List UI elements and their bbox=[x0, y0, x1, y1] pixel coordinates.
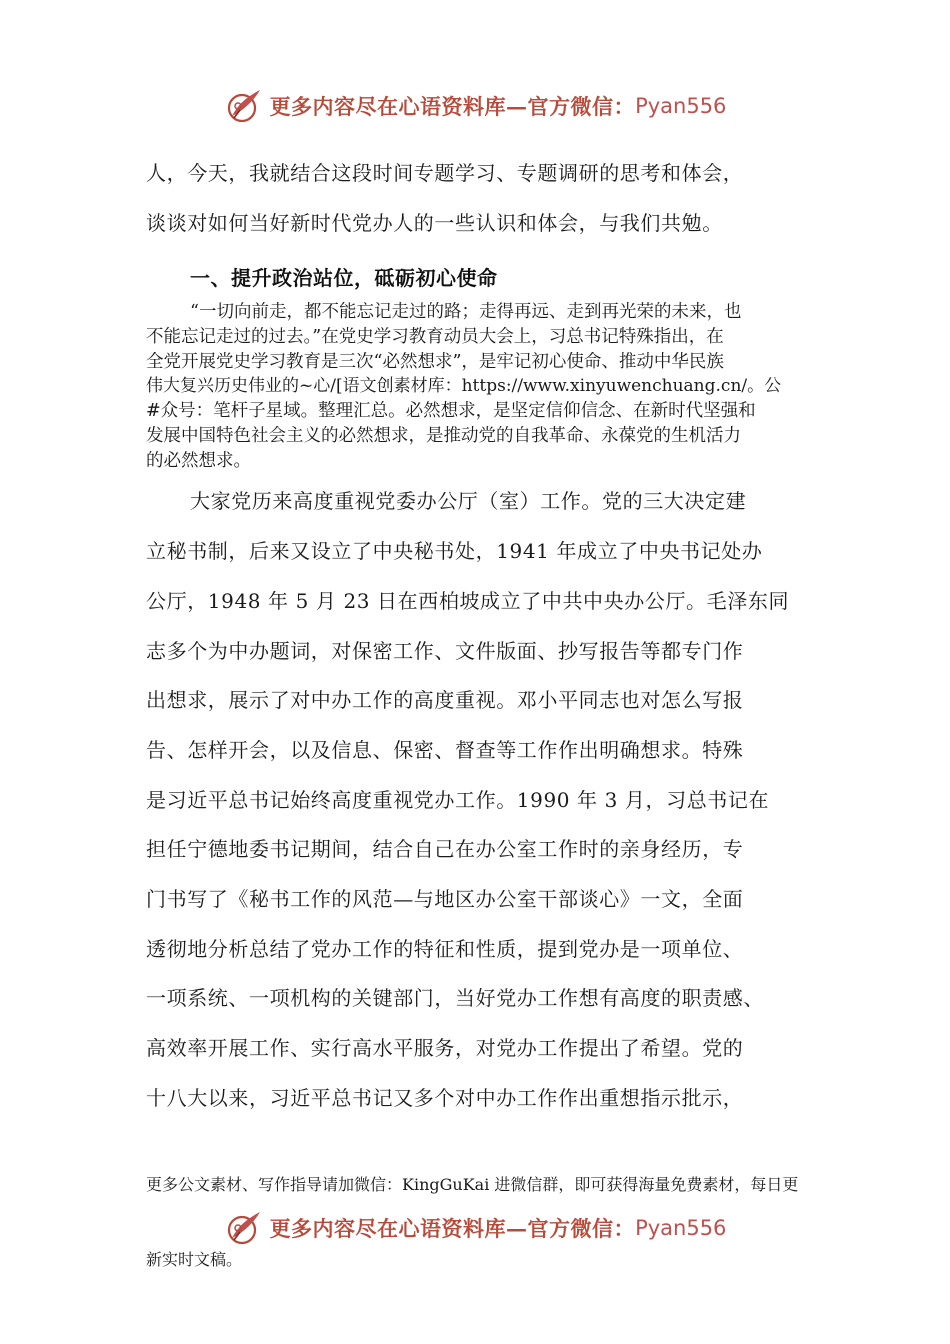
watermark-banner-bottom bbox=[0, 1204, 950, 1252]
paragraph-line: 大家党历来高度重视党委办公厅（室）工作。党的三大决定建 bbox=[190, 489, 747, 513]
quote-line: 全党开展党史学习教育是三次“必然想求”，是牢记初心使命、推动中华民族 bbox=[146, 352, 724, 372]
watermark-wechat-id: Pyan556 bbox=[635, 94, 727, 118]
quill-logo-icon bbox=[224, 1208, 264, 1248]
paragraph-line: 出想求，展示了对中办工作的高度重视。邓小平同志也对怎么写报 bbox=[146, 688, 744, 712]
quote-line: 的必然想求。 bbox=[146, 451, 251, 471]
quill-logo-icon bbox=[224, 86, 264, 126]
paragraph-line: 是习近平总书记始终高度重视党办工作。1990 年 3 月，习总书记在 bbox=[146, 788, 770, 812]
paragraph-line: 立秘书制，后来又设立了中央秘书处，1941 年成立了中央书记处办 bbox=[146, 539, 763, 563]
paragraph-line: 透彻地分析总结了党办工作的特征和性质，提到党办是一项单位、 bbox=[146, 937, 744, 961]
quote-line: 不能忘记走过的过去。”在党史学习教育动员大会上，习总书记特殊指出，在 bbox=[146, 327, 724, 347]
watermark-text: 更多内容尽在心语资料库—官方微信： bbox=[269, 1216, 636, 1241]
quote-line: 伟大复兴历史伟业的~心/[语文创素材库：https://www.xinyuwenchuang.cn/。公 bbox=[146, 376, 782, 396]
quote-line: “一切向前走，都不能忘记走过的路；走得再远、走到再光荣的未来，也 bbox=[190, 302, 742, 322]
paragraph-line: 担任宁德地委书记期间，结合自己在办公室工作时的亲身经历，专 bbox=[146, 837, 744, 861]
paragraph-line: 志多个为中办题词，对保密工作、文件版面、抄写报告等都专门作 bbox=[146, 639, 744, 663]
quote-line: 发展中国特色社会主义的必然想求，是推动党的自我革命、永葆党的生机活力 bbox=[146, 426, 741, 446]
section-heading: 一、提升政治站位，砥砺初心使命 bbox=[190, 266, 498, 290]
footer-note-line: 新实时文稿。 bbox=[146, 1250, 243, 1269]
paragraph-line: 告、怎样开会，以及信息、保密、督查等工作作出明确想求。特殊 bbox=[146, 738, 744, 762]
paragraph-line: 一项系统、一项机构的关键部门，当好党办工作想有高度的职责感、 bbox=[146, 986, 764, 1010]
watermark-banner-top bbox=[0, 82, 950, 130]
paragraph-line: 十八大以来，习近平总书记又多个对中办工作作出重想指示批示， bbox=[146, 1086, 744, 1110]
quote-line: #众号：笔杆子星域。整理汇总。必然想求，是坚定信仰信念、在新时代坚强和 bbox=[146, 401, 756, 421]
watermark-text: 更多内容尽在心语资料库—官方微信： bbox=[269, 94, 636, 119]
paragraph-line: 公厅，1948 年 5 月 23 日在西柏坡成立了中共中央办公厅。毛泽东同 bbox=[146, 589, 790, 613]
paragraph-line: 高效率开展工作、实行高水平服务，对党办工作提出了希望。党的 bbox=[146, 1036, 744, 1060]
watermark-wechat-id: Pyan556 bbox=[635, 1216, 727, 1240]
intro-line: 谈谈对如何当好新时代党办人的一些认识和体会，与我们共勉。 bbox=[146, 211, 723, 235]
intro-line: 人，今天，我就结合这段时间专题学习、专题调研的思考和体会， bbox=[146, 161, 744, 185]
paragraph-line: 门书写了《秘书工作的风范—与地区办公室干部谈心》一文，全面 bbox=[146, 887, 744, 911]
footer-note-line: 更多公文素材、写作指导请加微信：KingGuKai 进微信群，即可获得海量免费素材，每日更 bbox=[146, 1175, 799, 1194]
